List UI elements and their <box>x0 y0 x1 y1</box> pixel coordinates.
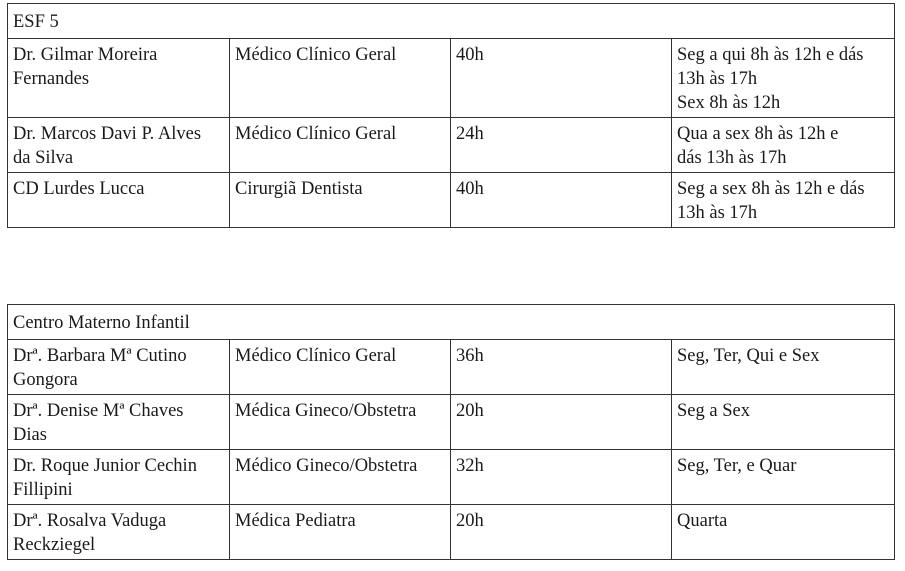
doctor-name-cell: Drª. Rosalva Vaduga Reckziegel <box>8 505 230 560</box>
table-row <box>8 340 895 395</box>
schedule-cell: Seg a sex 8h às 12h e dás 13h às 17h <box>672 173 895 228</box>
schedule-cell: Seg a Sex <box>672 395 895 450</box>
hours-cell: 36h <box>451 340 672 395</box>
specialty-cell: Médico Gineco/Obstetra <box>230 450 451 505</box>
doctor-name-cell: Dr. Marcos Davi P. Alves da Silva <box>8 118 230 173</box>
doctor-name-cell: Drª. Denise Mª Chaves Dias <box>8 395 230 450</box>
table-title-row <box>8 305 895 340</box>
hours-cell: 40h <box>451 39 672 118</box>
specialty-cell: Médico Clínico Geral <box>230 118 451 173</box>
specialty-cell: Médico Clínico Geral <box>230 340 451 395</box>
hours-cell: 32h <box>451 450 672 505</box>
centro-materno-infantil-table <box>7 304 895 560</box>
doctor-name-cell: Drª. Barbara Mª Cutino Gongora <box>8 340 230 395</box>
table-row <box>8 505 895 560</box>
table-title: Centro Materno Infantil <box>8 305 895 340</box>
specialty-cell: Médica Gineco/Obstetra <box>230 395 451 450</box>
schedule-cell: Quarta <box>672 505 895 560</box>
esf5-table <box>7 3 895 228</box>
schedule-cell: Seg a qui 8h às 12h e dás 13h às 17h Sex 8h às 12h <box>672 39 895 118</box>
hours-cell: 24h <box>451 118 672 173</box>
table-row <box>8 173 895 228</box>
specialty-cell: Cirurgiã Dentista <box>230 173 451 228</box>
hours-cell: 40h <box>451 173 672 228</box>
table-title-row <box>8 4 895 39</box>
schedule-cell: Qua a sex 8h às 12h e dás 13h às 17h <box>672 118 895 173</box>
schedule-cell: Seg, Ter, e Quar <box>672 450 895 505</box>
hours-cell: 20h <box>451 505 672 560</box>
table-row <box>8 118 895 173</box>
doctor-name-cell: CD Lurdes Lucca <box>8 173 230 228</box>
table-row <box>8 395 895 450</box>
hours-cell: 20h <box>451 395 672 450</box>
schedule-cell: Seg, Ter, Qui e Sex <box>672 340 895 395</box>
table-title: ESF 5 <box>8 4 895 39</box>
specialty-cell: Médico Clínico Geral <box>230 39 451 118</box>
table-row <box>8 39 895 118</box>
doctor-name-cell: Dr. Roque Junior Cechin Fillipini <box>8 450 230 505</box>
doctor-name-cell: Dr. Gilmar Moreira Fernandes <box>8 39 230 118</box>
specialty-cell: Médica Pediatra <box>230 505 451 560</box>
table-row <box>8 450 895 505</box>
